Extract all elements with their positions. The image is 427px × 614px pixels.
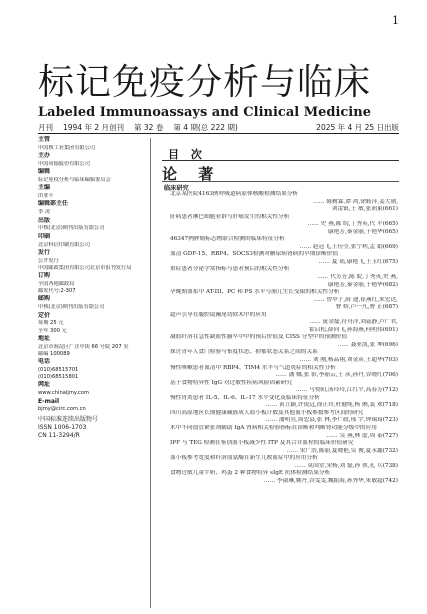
masthead-value: 中国同辐股份有限公司 — [38, 161, 90, 168]
toc-article-title: 凝血纤溶在急性缺血性脑卒中中的预后价值及 CISS 分型中的预测价值 — [170, 334, 348, 341]
toc-author-line: …… 马赞阳,汤玲玲,江红平,高春芳(712) — [295, 387, 398, 394]
toc-article-title: 超声引导在腹腔镜阑尾切除术中的应用 — [170, 311, 267, 318]
section-heading-rule — [162, 181, 399, 182]
toc-author-line: 康艳芳,秦金丽,于艳华(665) — [327, 228, 398, 235]
masthead-list — [38, 136, 146, 414]
toc-author-line: …… 潘明亮,周忠县,张 林,李广政,邢 宇,钟锡筠(723) — [265, 417, 398, 424]
license-line: 中国标准连续出版物号 — [38, 415, 99, 423]
masthead-value: (010)68515701 — [38, 367, 79, 374]
masthead-value: 全年 300 元 — [38, 327, 67, 334]
toc-article-title: 46347例肿瘤标志物联合检测的临床特征分析 — [170, 236, 285, 243]
masthead-label: 订购 — [38, 272, 51, 280]
masthead-label: 印刷 — [38, 232, 51, 240]
masthead-value: 公开发行 — [38, 257, 59, 264]
masthead-value: (010)68515801 — [38, 374, 79, 381]
toc-author-line: …… 聂亚凯,张 坤(696) — [337, 341, 398, 348]
header-rule — [38, 133, 399, 134]
masthead-value: bjmy@circ.com.cn — [38, 406, 86, 413]
toc-author-line: …… 陈树霖,谭 鸿,徐筱萍,姜大勋, — [313, 198, 398, 205]
toc-article-title: 术中不同血管紧张剂辅助 IgA 肾病相关检验指标在诊断和判断肾功能分级中的应用 — [170, 424, 377, 431]
masthead-label: E-mail — [38, 397, 60, 405]
frequency: 月刊 — [38, 123, 53, 132]
toc-author-line: …… 庞金磊,符舟洋,刘蕊静,卢广君, — [309, 319, 398, 326]
masthead-value: 邮发代号:2-307 — [38, 288, 76, 295]
toc-article-title: 血清 GDF-15、RBP4、SOCS3检测对糖尿病肾病的早期诊断价值 — [170, 251, 339, 258]
toc-article-title: 基于食物特异性 IgG 对过敏性疾病风险因素研究 — [170, 379, 293, 386]
masthead-value: 中核(北京)期刊出版有限公司 — [38, 225, 105, 232]
toc-author-line: 康艳芳,秦金丽,于艳华(682) — [327, 281, 398, 288]
masthead-label: 主办 — [38, 152, 51, 160]
toc-article-title: 孕晚期血浆中 AT-III、PC 和 PS 水平与胎儿生长受限的相关性分析 — [170, 289, 340, 296]
masthead-value: 田亚平 — [38, 193, 54, 200]
toc-article-title: 慢性胃炎患者 IL-5、IL-6、IL-17 水平变化及临床特征分析 — [170, 394, 320, 401]
toc-author-line: 刘雷镇,王 敏,张润東(661) — [331, 206, 398, 213]
toc-author-line: …… 刘 刚,杨品翔,刘金彦,王超华(703) — [299, 357, 398, 364]
masthead-value: 北京科信印刷有限公司 — [38, 241, 90, 248]
masthead-label: 主管 — [38, 136, 51, 143]
issue-info-bar — [38, 122, 399, 133]
toc-article-title: 食物过敏儿童牛奶、鸡蛋 2 种食物特异 sIgE 抗体检测结果分析 — [170, 470, 331, 477]
subsection-heading: 临床研究 — [164, 185, 189, 192]
toc-article-title: 探讨青年人食门检验与集度状态、抑郁状态关系之间的关系 — [170, 349, 318, 356]
toc-article-title: 血小板参考宽度和纤溶血氨酶在新生儿败血症中的应用分析 — [170, 455, 318, 462]
masthead-label: 地址 — [38, 334, 51, 342]
toc-heading: 目 次 — [168, 148, 206, 161]
page-number: 1 — [392, 14, 399, 27]
masthead-value: 中国核工业集团有限公司 — [38, 144, 96, 151]
toc-list — [170, 191, 398, 485]
masthead-label: 定价 — [38, 311, 51, 319]
section-heading: 论 著 — [162, 165, 222, 183]
masthead-label: 出版 — [38, 216, 51, 224]
founded-date: 1994 年 2 月创刊 — [63, 123, 125, 132]
license-block — [38, 416, 146, 440]
toc-author-line: …… 赵冠飞,王佳莹,张宁利,孟 娟(669) — [299, 243, 398, 250]
issn-number: ISSN 1006-1703 — [38, 423, 87, 431]
masthead-value: 标记免疫分析与临床编辑委员会 — [38, 177, 111, 184]
masthead-value: 李 凌 — [38, 209, 51, 216]
cn-number: CN 11-3294/R — [38, 431, 80, 439]
masthead-value: 中核(北京)期刊出版有限公司 — [38, 304, 105, 311]
toc-article-title: 四川高原地区长期健康藏族成人血小板计数及其他血小板参数参考区间的研究 — [170, 409, 364, 416]
toc-author-line: …… 李淑琳,姚丹,谷雯雯,魏振海,孙秀华,朱敏超(742) — [263, 477, 398, 484]
toc-article-title: 肝病患者淋巴细胞亚群与肝癌发生的相关性分析 — [170, 213, 290, 220]
masthead-sidebar — [38, 136, 146, 440]
masthead-value: 中国邮政集团有限公司北京市报刊发行局 — [38, 264, 132, 271]
toc-author-line: 曹 娇,卢一凡,曹 正(687) — [335, 304, 398, 311]
toc-author-line: …… 史 燕,陈 皖,丁秀英,代 平(665) — [307, 221, 398, 228]
toc-author-line: …… 吴 燕,林 虚,周 泰(727) — [326, 432, 398, 439]
toc-author-line: …… 宋广浩,陈丽,夏晓艳,吴 俊,夏永鑫(732) — [286, 447, 398, 454]
masthead-value: 北京市海淀区厂洼中街 66 号院 207 室 — [38, 343, 129, 350]
masthead-value: 每期 25 元 — [38, 320, 64, 327]
journal-title-english: Labeled Immunoassays and Clinical Medicine — [38, 105, 371, 120]
toc-article-title: 重症患者分泌学常指标与患者预后的相关性分析 — [170, 266, 290, 273]
masthead-label: 编辑部主任 — [38, 200, 69, 208]
toc-author-line: 霍启松,薛向飞,孙海燕,何明伟(691) — [309, 326, 398, 333]
masthead-label: 电话 — [38, 358, 51, 366]
toc-article-title: 北京某医院4163例呼吸道病原体核酸检测结果分析 — [170, 191, 299, 197]
column-divider — [150, 138, 151, 608]
toc-heading-rule — [162, 160, 399, 161]
masthead-label: 编辑 — [38, 168, 51, 176]
volume: 第 32 卷 — [134, 123, 164, 132]
masthead-label: 网址 — [38, 381, 51, 389]
toc-author-line: …… 代芳芳,陈 皖,丁秀英,史 燕, — [317, 274, 398, 281]
toc-article-title: IPF 与 TEG 检测在鉴别血小板减少性 ITP 及其合并血栓的临床价值研究 — [170, 440, 354, 447]
masthead-label: 邮购 — [38, 295, 51, 303]
issue: 第 4 期(总 222 期) — [173, 123, 238, 132]
toc-author-line: …… 黄立颖,许锐远,徐正玲,杜健纯,杨 俐,裴 欢(718) — [265, 402, 398, 409]
toc-article-title: 慢性咳嗽患者血清中 RBP4、TIM4 水平与气道炎症的相关性分析 — [170, 364, 336, 371]
toc-author-line: …… 夏 瑶,康艳飞,王玉红(675) — [318, 258, 398, 265]
toc-author-line: …… 曾甲子,薛 迪,崔燕红,朱宏达, — [313, 296, 398, 303]
masthead-value: www.chinaljmy.com — [38, 390, 89, 397]
masthead-value: 邮编 100089 — [38, 350, 70, 357]
journal-title-chinese: 标记免疫分析与临床 — [38, 62, 372, 103]
toc-author-line: …… 潘 娜,张 影,李丽云,王 彦,孙丹,谷晓红(706) — [275, 372, 398, 379]
masthead-value: 全国各地邮政局 — [38, 280, 75, 287]
publish-date: 2025 年 4 月 25 日出版 — [316, 123, 399, 132]
masthead-label: 主编 — [38, 184, 51, 192]
toc-author-line: …… 莫国堂,宋杨,刘 磊,孙 侠,孔 兵(738) — [294, 462, 398, 469]
masthead-label: 发行 — [38, 248, 51, 256]
